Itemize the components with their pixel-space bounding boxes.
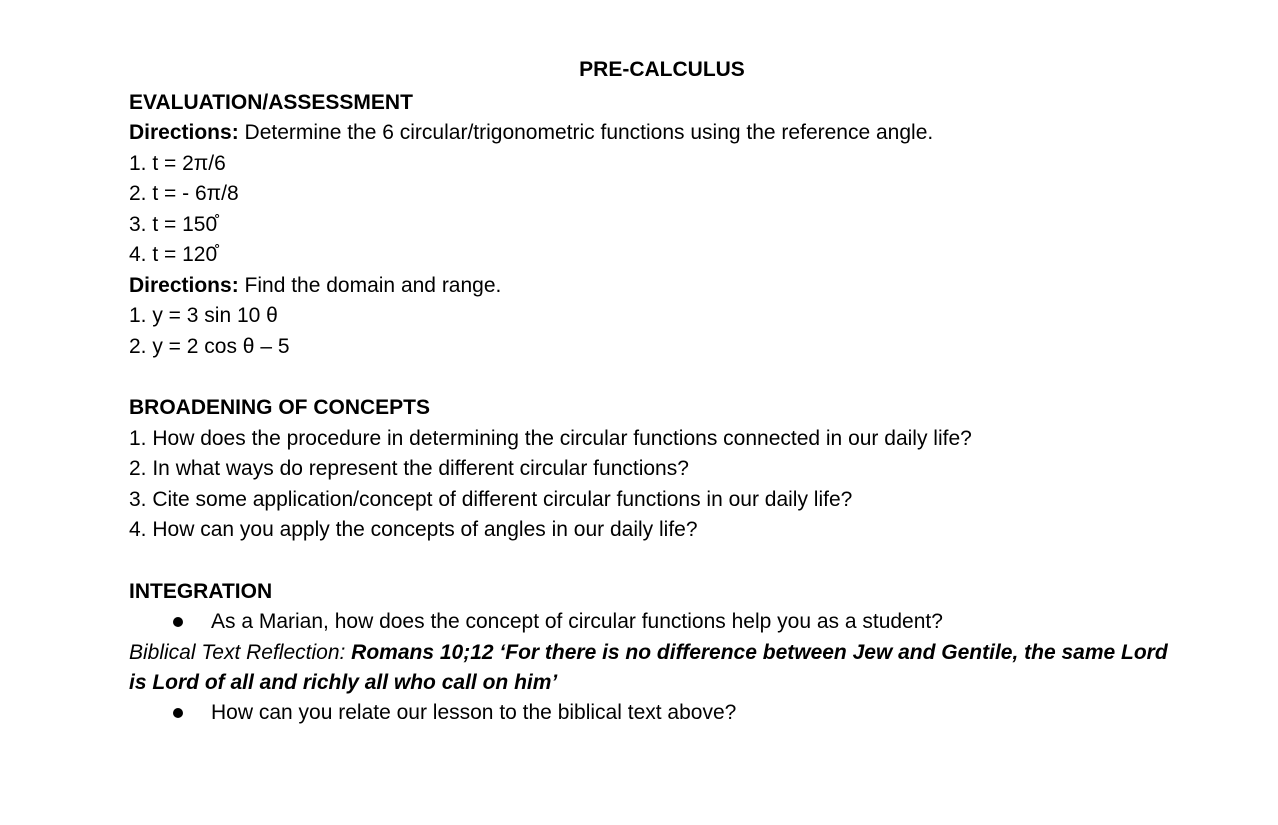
- evaluation-item-4: 4. t = 120̊: [129, 243, 218, 266]
- evaluation-item-2: 2. t = - 6π/8: [129, 182, 239, 205]
- broadening-item-2: 2. In what ways do represent the different circular functions?: [129, 457, 689, 480]
- domain-range-item-1: 1. y = 3 sin 10 θ: [129, 304, 278, 327]
- evaluation-item-3: 3. t = 150̊: [129, 212, 218, 236]
- evaluation-heading: EVALUATION/ASSESSMENT: [129, 90, 413, 114]
- broadening-item-1: 1. How does the procedure in determining the circular functions connected in our daily life?: [129, 426, 972, 450]
- directions-text: Find the domain and range.: [238, 273, 502, 297]
- reflection-label: Biblical Text Reflection:: [129, 640, 352, 664]
- broadening-heading: BROADENING OF CONCEPTS: [129, 396, 431, 419]
- bullet-text: How can you relate our lesson to the biblical text above?: [211, 700, 737, 724]
- broadening-item-4: 4. How can you apply the concepts of angles in our daily life?: [129, 518, 698, 541]
- domain-range-item-2: 2. y = 2 cos θ – 5: [129, 334, 290, 358]
- bullet-text: As a Marian, how does the concept of circular functions help you as a student?: [211, 610, 943, 633]
- page-title: PRE-CALCULUS: [579, 58, 745, 81]
- directions-text: Determine the 6 circular/trigonometric functions using the reference angle.: [238, 121, 934, 144]
- directions-label: Directions:: [129, 273, 239, 297]
- integration-bullet-1: [129, 607, 1179, 638]
- evaluation-directions-1: [129, 118, 1179, 149]
- integration-bullet-2: [129, 698, 1179, 729]
- bullet-icon: [173, 708, 183, 718]
- bullet-icon: [173, 617, 183, 627]
- integration-heading: INTEGRATION: [129, 579, 273, 603]
- document-content: [129, 55, 1179, 728]
- broadening-item-3: 3. Cite some application/concept of different circular functions in our daily life?: [129, 487, 853, 511]
- evaluation-directions-2: [129, 271, 1179, 302]
- evaluation-item-1: 1. t = 2π/6: [129, 151, 226, 175]
- section-spacer: [129, 546, 1179, 577]
- section-spacer: [129, 362, 1179, 393]
- reflection-text: Romans 10;12 ‘For there is no difference between Jew and Gentile, the same Lord is Lord of all and richly all who call on him’: [129, 640, 1168, 694]
- biblical-reflection: [129, 638, 1179, 698]
- directions-label: Directions:: [129, 121, 239, 144]
